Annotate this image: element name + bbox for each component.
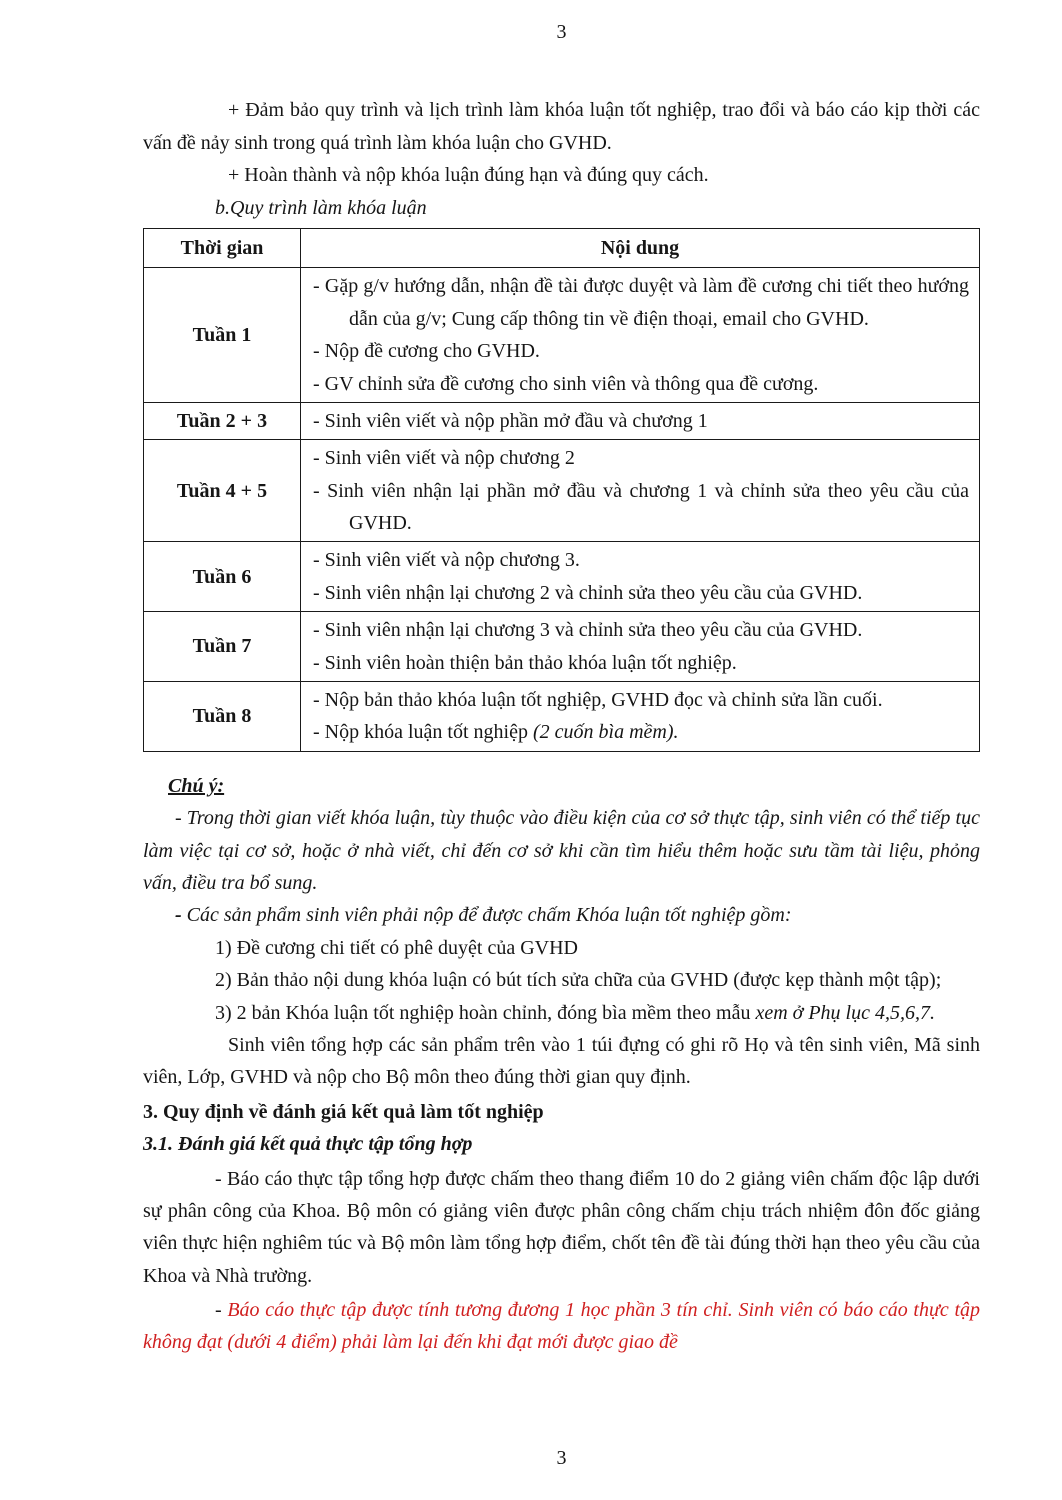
table-row xyxy=(144,542,980,612)
text-segment: - Nộp đề cương cho GVHD. xyxy=(313,340,540,363)
text-segment: - xyxy=(215,1299,228,1322)
schedule-item xyxy=(313,647,969,679)
table-row xyxy=(144,440,980,542)
schedule-item xyxy=(313,442,969,474)
intro-paragraph-1: + Đảm bảo quy trình và lịch trình làm khóa luận tốt nghiệp, trao đổi và báo cáo kịp thời các vấn đề nảy sinh trong quá trình làm khóa luận cho GVHD. xyxy=(143,99,980,154)
report-grading-paragraph: - Báo cáo thực tập tổng hợp được chấm theo thang điểm 10 do 2 giảng viên chấm độc lập dưới sự phân công của Khoa. Bộ môn có giảng viên được phân công chấm chịu trách nhiệm đôn đốc giảng viên thực hiện nghiêm túc và Bộ môn làm tổng hợp điểm, chốt tên đề tài đúng thời hạn theo yêu cầu của Khoa và Nhà trường. xyxy=(143,1167,980,1287)
schedule-item xyxy=(313,405,969,437)
list-number: 2) xyxy=(215,969,237,992)
schedule-item xyxy=(313,475,969,540)
text-segment: - Nộp khóa luận tốt nghiệp xyxy=(313,721,533,744)
red-note-paragraph xyxy=(143,1294,980,1359)
table-cell-content xyxy=(301,402,980,439)
list-number: 1) xyxy=(215,936,237,959)
table-cell-content xyxy=(301,268,980,403)
page-number-top: 3 xyxy=(556,21,567,43)
text-segment: 2 bản Khóa luận tốt nghiệp hoàn chỉnh, đóng bìa mềm theo mẫu xyxy=(236,1001,756,1024)
text-segment: - Trong thời gian viết khóa luận, tùy thuộc vào điều kiện của cơ sở thực tập, sinh viên có thể tiếp tục làm việc tại cơ sở, hoặc ở nhà viết, chỉ đến cơ sở khi cần tìm hiểu thêm hoặc sưu tầm tài liệu, phỏng vấn, điều tra bổ sung. xyxy=(143,807,980,894)
schedule-item xyxy=(313,716,969,748)
text-segment: xem ở Phụ lục 4,5,6,7. xyxy=(755,1001,935,1024)
table-cell-time: Tuần 6 xyxy=(144,542,301,612)
schedule-item xyxy=(313,614,969,646)
text-segment: Đề cương chi tiết có phê duyệt của GVHD xyxy=(236,936,578,959)
list-number: 3) xyxy=(215,1001,237,1024)
section-3-heading: 3. Quy định về đánh giá kết quả làm tốt nghiệp xyxy=(143,1100,544,1123)
text-segment: - Sinh viên hoàn thiện bản thảo khóa luận tốt nghiệp. xyxy=(313,651,737,674)
table-row xyxy=(144,612,980,682)
schedule-table xyxy=(143,228,980,752)
text-segment: (2 cuốn bìa mềm). xyxy=(532,721,679,744)
summary-paragraph: Sinh viên tổng hợp các sản phẩm trên vào 1 túi đựng có ghi rõ Họ và tên sinh viên, Mã sinh viên, Lớp, GVHD và nộp cho Bộ môn theo đúng thời gian quy định. xyxy=(143,1033,980,1089)
text-segment: - Sinh viên nhận lại phần mở đầu và chương 1 và chỉnh sửa theo yêu cầu của GVHD. xyxy=(313,479,969,535)
text-segment: - Gặp g/v hướng dẫn, nhận đề tài được duyệt và làm đề cương chi tiết theo hướng dẫn của g/v; Cung cấp thông tin về điện thoại, email cho GVHD. xyxy=(313,275,969,330)
text-segment: - Sinh viên nhận lại chương 3 và chỉnh sửa theo yêu cầu của GVHD. xyxy=(313,619,863,642)
table-cell-time: Tuần 8 xyxy=(144,682,301,752)
schedule-item xyxy=(313,544,969,576)
schedule-item xyxy=(313,368,969,400)
list-item xyxy=(143,997,980,1029)
table-cell-time: Tuần 1 xyxy=(144,268,301,403)
table-row xyxy=(144,402,980,439)
page-number-bottom: 3 xyxy=(556,1446,567,1469)
table-cell-time: Tuần 4 + 5 xyxy=(144,440,301,542)
table-header-row xyxy=(144,228,980,267)
list-item xyxy=(143,932,980,964)
list-item xyxy=(143,964,980,996)
text-segment: - Sinh viên viết và nộp chương 2 xyxy=(313,447,575,470)
text-segment: - xyxy=(175,904,187,927)
schedule-item xyxy=(313,335,969,367)
table-cell-content xyxy=(301,612,980,682)
text-segment: Các sản phẩm sinh viên phải nộp để được chấm Khóa luận tốt nghiệp gồm: xyxy=(186,904,792,927)
table-header-time: Thời gian xyxy=(144,228,301,267)
table-cell-content xyxy=(301,440,980,542)
schedule-table-body xyxy=(144,268,980,751)
text-segment: - Sinh viên viết và nộp phần mở đầu và chương 1 xyxy=(313,409,708,432)
text-segment: - GV chỉnh sửa đề cương cho sinh viên và thông qua đề cương. xyxy=(313,372,819,395)
table-cell-time: Tuần 2 + 3 xyxy=(144,402,301,439)
table-row xyxy=(144,682,980,752)
note-paragraph xyxy=(143,899,980,931)
intro-paragraph-2: + Hoàn thành và nộp khóa luận đúng hạn và đúng quy cách. xyxy=(228,164,709,187)
text-segment: Bản thảo nội dung khóa luận có bút tích sửa chữa của GVHD (được kẹp thành một tập); xyxy=(236,969,942,992)
note-paragraph xyxy=(143,802,980,899)
table-row xyxy=(144,268,980,403)
table-header-content: Nội dung xyxy=(301,228,980,267)
notes-list xyxy=(143,802,980,932)
schedule-item xyxy=(313,577,969,609)
schedule-item xyxy=(313,270,969,335)
subheading-quy-trinh: b.Quy trình làm khóa luận xyxy=(215,196,427,219)
table-cell-content xyxy=(301,542,980,612)
schedule-item xyxy=(313,684,969,716)
section-31-heading: 3.1. Đánh giá kết quả thực tập tổng hợp xyxy=(143,1133,473,1156)
notes-heading: Chú ý: xyxy=(168,774,225,797)
table-cell-time: Tuần 7 xyxy=(144,612,301,682)
text-segment: - Sinh viên nhận lại chương 2 và chỉnh sửa theo yêu cầu của GVHD. xyxy=(313,581,863,604)
text-segment: Báo cáo thực tập được tính tương đương 1 học phần 3 tín chỉ. Sinh viên có báo cáo thực tập không đạt (dưới 4 điểm) phải làm lại đến khi đạt mới được giao đề xyxy=(143,1299,980,1354)
text-segment: - Nộp bản thảo khóa luận tốt nghiệp, GVHD đọc và chỉnh sửa lần cuối. xyxy=(313,689,883,712)
text-segment: - Sinh viên viết và nộp chương 3. xyxy=(313,549,580,572)
table-cell-content xyxy=(301,682,980,752)
products-list xyxy=(143,932,980,1029)
